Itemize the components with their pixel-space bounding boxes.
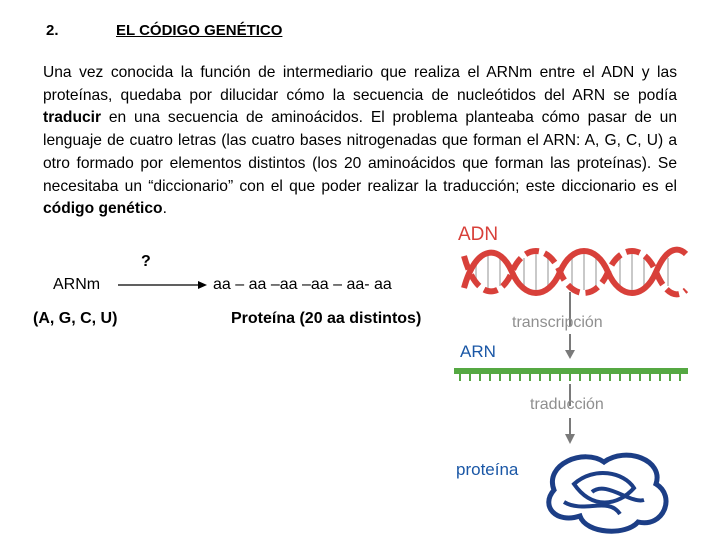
protein-label: proteína [456, 460, 519, 479]
paragraph-bold-2: código genético [43, 200, 163, 218]
central-dogma-figure [446, 220, 690, 540]
paragraph-text-3: . [162, 200, 167, 218]
rna-label: ARN [460, 342, 496, 361]
paragraph-text-2: en una secuencia de aminoácidos. El problema planteaba cómo pasar de un lenguaje de cuatro letras (las cuatro bases nitrogenadas que forman el ARN: A, G, C, U) a otro formado por elementos distintos (los 20 aminoácidos que forman las proteínas). Se necesitaba un “diccionario” con el que poder realizar la traducción; este diccionario es el [43, 109, 677, 195]
section-title: EL CÓDIGO GENÉTICO [116, 22, 283, 39]
dna-label: ADN [458, 224, 499, 245]
translation-label: traducción [530, 396, 604, 413]
down-arrow-2 [560, 334, 580, 360]
paragraph-text-1: Una vez conocida la función de intermediario que realiza el ARNm entre el ADN y las proteínas, quedaba por dilucidar cómo la secuencia de nucleótidos del ARN se podía [43, 64, 677, 104]
down-arrow-4 [560, 418, 580, 446]
source-bases: (A, G, C, U) [33, 310, 118, 327]
paragraph-bold-1: traducir [43, 109, 102, 127]
protein-illustration [534, 444, 684, 536]
protein-detail: Proteína (20 aa distintos) [231, 310, 422, 327]
section-number: 2. [46, 22, 59, 39]
intro-paragraph [43, 62, 677, 221]
rna-strand-illustration [454, 366, 688, 382]
translation-arrow [118, 278, 208, 292]
amino-acid-chain: aa – aa –aa –aa – aa- aa [213, 276, 392, 293]
source-label: ARNm [53, 276, 101, 293]
question-mark: ? [141, 253, 151, 270]
transcription-label: transcripción [512, 314, 603, 331]
